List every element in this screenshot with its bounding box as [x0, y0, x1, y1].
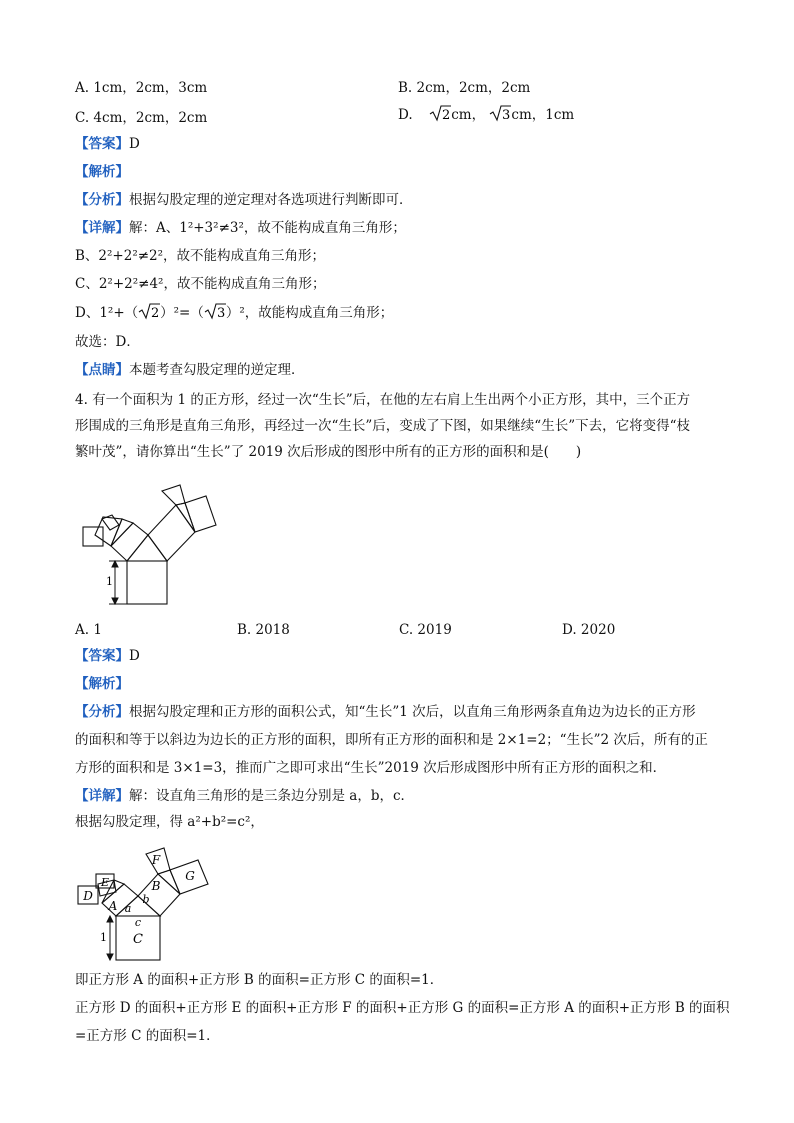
figure-pythagoras-tree-1: [75, 475, 235, 610]
label-square-c: C: [133, 932, 143, 947]
answer-tag: 【答案】: [75, 136, 129, 152]
q3-option-d: [398, 104, 574, 126]
figure1-label-1: 1: [106, 575, 113, 588]
analysis-tag: 【解析】: [75, 164, 129, 180]
detail-a-text: 解：A、1²+3²≠3²，故不能构成直角三角形；: [129, 220, 406, 236]
q4-stem-line2: 形围成的三角形是直角三角形，再经过一次“生长”后，变成了下图，如果继续“生长”下去，它将变得“枝: [75, 418, 691, 434]
fenxi-tag: 【分析】: [75, 704, 129, 720]
q4-fenxi-line1: [75, 702, 696, 722]
sqrt2-radicand: 2: [151, 306, 160, 320]
label-height-1: 1: [100, 931, 107, 944]
q3-option-d-mid1: cm，: [451, 107, 486, 123]
q4-analysis-line: [75, 674, 129, 694]
q4-result-line2: 正方形 D 的面积+正方形 E 的面积+正方形 F 的面积+正方形 G 的面积=正方形 A 的面积+正方形 B 的面积: [75, 1000, 730, 1016]
label-square-b: B: [151, 879, 161, 893]
q4-stem-line1: 4. 有一个面积为 1 的正方形，经过一次“生长”后，在他的左右肩上生出两个小正方形，其中，三个正方: [75, 392, 691, 408]
q3-analysis-line: [75, 162, 129, 182]
q3-option-a: A. 1cm，2cm，3cm: [75, 80, 208, 96]
answer-tag: 【答案】: [75, 648, 129, 664]
q4-option-c: C. 2019: [399, 622, 452, 638]
q3-option-c: C. 4cm，2cm，2cm: [75, 110, 208, 126]
detail-d-mid: ）²=（: [160, 305, 204, 321]
sqrt3-radicand: 3: [216, 306, 226, 320]
q4-result-line1: 即正方形 A 的面积+正方形 B 的面积=正方形 C 的面积=1．: [75, 972, 444, 988]
q3-option-d-prefix: D.: [398, 107, 413, 123]
sqrt-icon: [489, 104, 511, 122]
label-square-g: G: [185, 869, 195, 883]
answer-value: D: [129, 648, 140, 664]
figure-pythagoras-tree-2: [72, 840, 222, 962]
detail-tag: 【详解】: [75, 220, 129, 236]
q4-fenxi-line2: 的面积和等于以斜边为边长的正方形的面积，即所有正方形的面积和是 2×1=2；“生长”2 次后，所有的正: [75, 732, 708, 748]
fenxi-text: 根据勾股定理的逆定理对各选项进行判断即可．: [129, 192, 413, 208]
label-square-d: D: [83, 889, 93, 903]
q3-detail-a: [75, 218, 406, 238]
q4-fenxi-line3: 方形的面积和是 3×1=3，推而广之即可求出“生长”2019 次后形成图形中所有正方形的面积之和．: [75, 760, 667, 776]
q3-detail-b: B、2²+2²≠2²，故不能构成直角三角形；: [75, 248, 326, 264]
answer-value: D: [129, 136, 140, 152]
q4-detail-line1: [75, 786, 414, 806]
q3-answer-line: [75, 134, 140, 154]
detail-d-post: ）²，故能构成直角三角形；: [225, 305, 394, 321]
label-side-c: c: [134, 916, 142, 929]
fenxi-text-1: 根据勾股定理和正方形的面积公式，知“生长”1 次后，以直角三角形两条直角边为边长的正方形: [129, 704, 696, 720]
sqrt-icon: [204, 302, 226, 320]
label-square-a: A: [108, 899, 118, 913]
point-tag: 【点睛】: [75, 362, 129, 378]
q4-detail-line2: 根据勾股定理，得 a²+b²=c²，: [75, 814, 264, 830]
detail-tag: 【详解】: [75, 788, 129, 804]
q3-conclusion: 故选：D．: [75, 334, 140, 350]
fenxi-tag: 【分析】: [75, 192, 129, 208]
q4-option-a: A. 1: [75, 622, 102, 638]
q4-result-line3: =正方形 C 的面积=1．: [75, 1028, 220, 1044]
q3-option-d-mid2: cm，1cm: [511, 107, 575, 123]
sqrt-icon: [429, 104, 451, 122]
q4-option-d: D. 2020: [562, 622, 616, 638]
detail-d-pre: D、1²+（: [75, 305, 139, 321]
q3-detail-d: [75, 302, 393, 323]
q3-option-b: B. 2cm，2cm，2cm: [398, 80, 531, 96]
detail-text-1: 解：设直角三角形的是三条边分别是 a，b，c．: [129, 788, 415, 804]
q4-stem-line3: 繁叶茂”，请你算出“生长”了 2019 次后形成的图形中所有的正方形的面积和是( ): [75, 444, 582, 460]
analysis-tag: 【解析】: [75, 676, 129, 692]
sqrt3-radicand: 3: [502, 108, 511, 122]
sqrt2-radicand: 2: [442, 108, 451, 122]
label-square-f: F: [151, 853, 161, 867]
q3-detail-c: C、2²+2²≠4²，故不能构成直角三角形；: [75, 276, 326, 292]
label-square-e: E: [100, 876, 110, 889]
q3-point-line: [75, 360, 305, 380]
sqrt-icon: [138, 302, 160, 320]
q4-answer-line: [75, 646, 140, 666]
label-side-b: b: [142, 893, 150, 906]
point-text: 本题考查勾股定理的逆定理．: [129, 362, 305, 378]
label-side-a: a: [124, 902, 132, 915]
q4-option-b: B. 2018: [237, 622, 290, 638]
q3-fenxi-line: [75, 190, 413, 210]
